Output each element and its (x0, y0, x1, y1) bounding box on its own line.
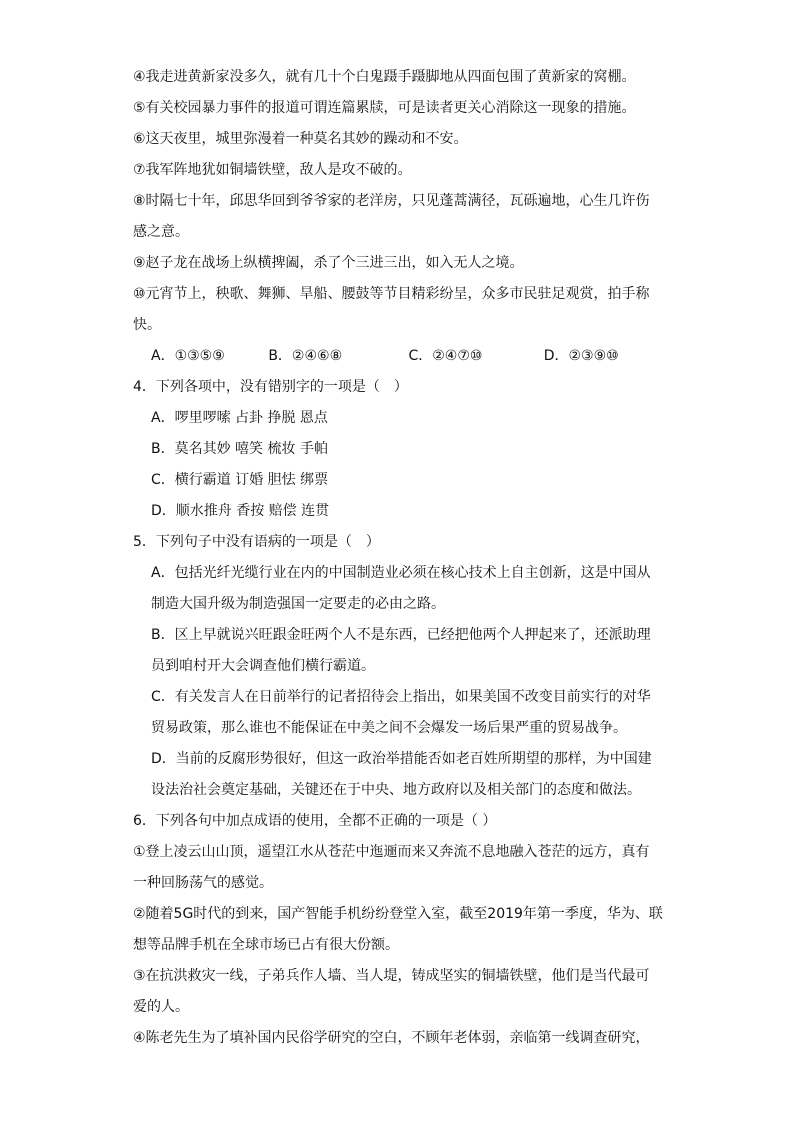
q3-option-b: B．②④⑥⑧ (268, 348, 343, 364)
q5-option-line: 设法治社会奠定基础，关键还在于中央、地方政府以及相关部门的态度和做法。 (151, 782, 641, 798)
q4-stem: 4．下列各项中，没有错别字的一项是（ ） (133, 379, 408, 395)
q3-item: ⑨赵子龙在战场上纵横捭阖，杀了个三进三出，如入无人之境。 (133, 255, 524, 271)
q3-item: ④我走进黄新家没多久，就有几十个白鬼蹑手蹑脚地从四面包围了黄新家的窝棚。 (133, 69, 636, 85)
q5-stem: 5．下列句子中没有语病的一项是（ ） (133, 534, 380, 550)
q5-option-line: 贸易政策，那么谁也不能保证在中美之间不会爆发一场后果严重的贸易战争。 (151, 720, 627, 736)
question-4 (133, 372, 663, 527)
q5-option-line: D．当前的反腐形势很好，但这一政治举措能否如老百姓所期望的那样，为中国建 (151, 751, 652, 767)
q6-stem: 6．下列各句中加点成语的使用，全都不正确的一项是（ ） (133, 813, 497, 829)
q6-item: ②随着5G时代的到来，国产智能手机纷纷登堂入室，截至2019年第一季度，华为、联 (133, 906, 663, 922)
question-3-items (133, 62, 663, 341)
q5-option-line: A．包括光纤光缆行业在内的中国制造业必须在核心技术上自主创新，这是中国从 (151, 565, 651, 581)
q3-item: 快。 (133, 317, 161, 333)
document-page (133, 62, 663, 1054)
q3-option-d: D．②③⑨⑩ (543, 348, 619, 364)
q3-item: ⑩元宵节上，秧歌、舞狮、旱船、腰鼓等节目精彩纷呈，众多市民驻足观赏，拍手称 (133, 286, 650, 302)
q5-option-line: 制造大国升级为制造强国一定要走的必由之路。 (151, 596, 445, 612)
q5-option-line: C．有关发言人在日前举行的记者招待会上指出，如果美国不改变目前实行的对华 (151, 689, 651, 705)
q6-item: ④陈老先生为了填补国内民俗学研究的空白，不顾年老体弱，亲临第一线调查研究， (133, 1030, 650, 1046)
q3-item: ⑥这天夜里，城里弥漫着一种莫名其妙的躁动和不安。 (133, 131, 468, 147)
q6-item: 想等品牌手机在全球市场已占有很大份额。 (133, 937, 399, 953)
q5-option-line: 员到咱村开大会调查他们横行霸道。 (151, 658, 375, 674)
q3-item: ⑦我军阵地犹如铜墙铁壁，敌人是攻不破的。 (133, 162, 412, 178)
q3-item: ⑤有关校园暴力事件的报道可谓连篇累牍，可是读者更关心消除这一现象的措施。 (133, 100, 636, 116)
question-6 (133, 806, 663, 1054)
q3-option-a: A．①③⑤⑨ (151, 348, 225, 364)
q3-option-c: C．②④⑦⑩ (408, 348, 483, 364)
q5-option-line: B．区上早就说兴旺跟金旺两个人不是东西，已经把他两个人押起来了，还派助理 (151, 627, 651, 643)
q4-option: B．莫名其妙 嘻笑 梳妆 手帕 (151, 441, 328, 457)
question-3-options (133, 341, 663, 372)
q3-item: 感之意。 (133, 224, 189, 240)
q4-option: C．横行霸道 订婚 胆怯 绑票 (151, 472, 329, 488)
q6-item: 爱的人。 (133, 999, 189, 1015)
q6-item: ③在抗洪救灾一线，子弟兵作人墙、当人堤，铸成坚实的铜墙铁壁，他们是当代最可 (133, 968, 650, 984)
q3-item: ⑧时隔七十年，邱思华回到爷爷家的老洋房，只见蓬蒿满径，瓦砾遍地，心生几许伤 (133, 193, 650, 209)
q6-item: 一种回肠荡气的感觉。 (133, 875, 273, 891)
q4-option: D．顺水推舟 香按 赔偿 连贯 (151, 503, 330, 519)
q6-item: ①登上凌云山山顶，遥望江水从苍茫中迤逦而来又奔流不息地融入苍茫的远方，真有 (133, 844, 650, 860)
question-5 (133, 527, 663, 806)
q4-option: A．啰里啰嗦 占卦 挣脱 恩点 (151, 410, 328, 426)
